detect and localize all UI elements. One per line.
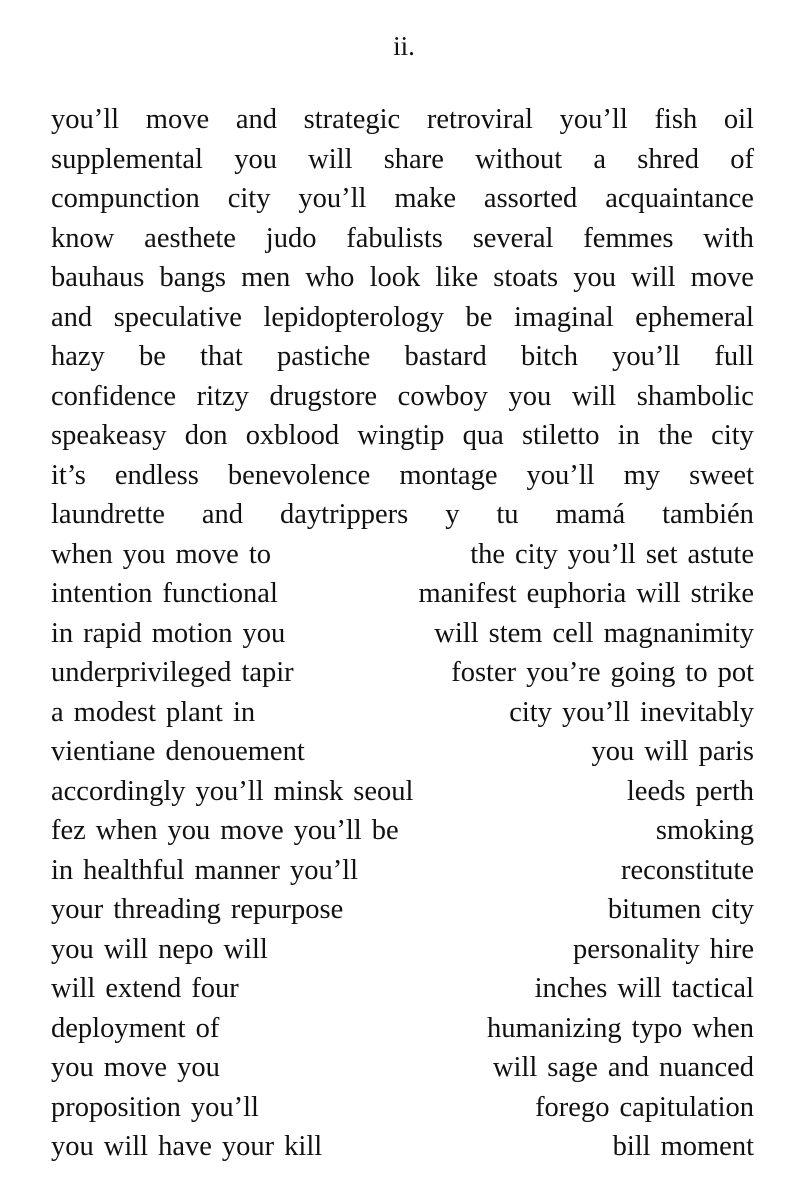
poem-line [51, 732, 754, 772]
poem-word: with [703, 222, 754, 254]
poem-word: capitulation [619, 1091, 754, 1123]
poem-word: make [394, 183, 457, 214]
poem-word: don [184, 420, 228, 451]
poem-word: extend [105, 973, 182, 1004]
poem-line [51, 614, 754, 654]
poem-word: forego [535, 1091, 610, 1123]
poem-word: you [51, 1052, 94, 1083]
poem-word: daytrippers [280, 499, 409, 530]
poem-word: wingtip [357, 420, 445, 451]
poem-word: ritzy [196, 380, 249, 412]
poem-word: smoking [655, 815, 754, 846]
poem-word: drugstore [269, 380, 378, 412]
poem-word: move [220, 815, 284, 846]
poem-word: when [95, 815, 158, 846]
poem-word: typo [631, 1012, 683, 1044]
poem-word: you [242, 617, 286, 649]
poem-word: bastard [404, 341, 487, 372]
poem-word: shambolic [636, 380, 754, 412]
poem-word: will [492, 1052, 538, 1083]
poem-line-left-group [51, 535, 271, 575]
poem-word: mamá [555, 499, 626, 530]
poem-word: compunction [51, 183, 200, 214]
poem-line-left-group [51, 930, 268, 970]
poem-word: manner [194, 854, 280, 886]
poem-word: city [509, 696, 552, 728]
poem-word: modest [73, 696, 156, 728]
poem-word: in [232, 696, 256, 728]
poem-word: the [658, 420, 693, 451]
poem-word: will [223, 933, 268, 965]
poem-word: qua [462, 420, 504, 451]
poem-word: will [617, 973, 662, 1004]
poem-word: you’ll [559, 104, 628, 135]
poem-word: move [690, 262, 754, 293]
poem-word: benevolence [227, 459, 371, 491]
poem-word: fabulists [346, 222, 443, 254]
poem-word: set [645, 538, 678, 570]
poem-word: vientiane [51, 736, 156, 767]
poem-word: paris [698, 736, 754, 767]
poem-line [51, 693, 754, 733]
poem-word: cowboy [397, 380, 488, 412]
poem-word: aesthete [144, 222, 236, 254]
poem-word: a [593, 143, 607, 175]
poem-word: you’ll [195, 775, 264, 807]
poem-word: proposition [51, 1091, 181, 1123]
poem-word: fish [654, 104, 698, 135]
poem-word: sage [547, 1052, 598, 1083]
poem-word: will [51, 973, 96, 1004]
poem-word: deployment [51, 1012, 186, 1044]
poem-word: bitch [520, 341, 578, 372]
poem-line-left-group [51, 1009, 219, 1049]
poem-word: going [610, 657, 676, 688]
poem-word: to [685, 657, 708, 688]
poem-line [51, 851, 754, 891]
poem-word: lepidopterology [263, 301, 444, 333]
poem-line-left-group [51, 574, 278, 614]
poem-word: of [195, 1012, 220, 1044]
poem-line-left-group [51, 614, 285, 654]
poem-word: intention [51, 578, 153, 609]
poem-line-left-group [51, 851, 358, 891]
poem-word: bill [612, 1131, 651, 1162]
poem-word: to [248, 538, 271, 570]
poem-line-right-group [451, 653, 754, 693]
poem-word: full [714, 341, 754, 372]
poem-word: you [573, 262, 617, 293]
poem-word: in [617, 420, 640, 451]
poem-line-left-group [51, 772, 413, 812]
poem-word: motion [151, 617, 233, 649]
poem-word: functional [162, 578, 278, 609]
poem-line [51, 1088, 754, 1128]
poem-word: magnanimity [603, 617, 754, 649]
poem-word: oil [723, 104, 754, 135]
poem-word: like [435, 262, 479, 293]
poem-word: perth [695, 775, 754, 807]
poem-word: foster [451, 657, 517, 688]
poem-line [51, 456, 754, 496]
poem-word: of [730, 143, 754, 175]
poem-word: and [607, 1052, 650, 1083]
poem-word: have [158, 1131, 212, 1162]
poem-word: will [631, 262, 676, 293]
poem-line-right-group [487, 1009, 754, 1049]
poem-word: tu [496, 499, 519, 530]
poem-word: you [167, 815, 211, 846]
poem-word: denouement [165, 736, 305, 767]
poem-line-right-group [608, 890, 754, 930]
poem-word: euphoria [526, 578, 627, 609]
poem-word: several [472, 222, 554, 254]
poem-word: you’ll [561, 696, 631, 728]
poem-word: accordingly [51, 775, 186, 807]
poem-line [51, 258, 754, 298]
poem-word: your [221, 1131, 275, 1162]
poem-word: femmes [583, 222, 674, 254]
poem-word: healthful [83, 854, 185, 886]
poem-word: bauhaus [51, 262, 145, 293]
poem-word: will [636, 578, 681, 609]
poem-word: endless [114, 459, 199, 491]
poem-line-left-group [51, 1127, 322, 1167]
poem-word: your [51, 894, 104, 925]
poem-word: y [445, 499, 460, 530]
poem-word: stem [488, 617, 543, 649]
poem-line [51, 1127, 754, 1167]
poem-word: you [508, 380, 552, 412]
poem-word: también [662, 499, 754, 530]
poem-word: you’ll [293, 815, 362, 846]
poem-word: reconstitute [621, 854, 754, 886]
poem-word: cell [552, 617, 594, 649]
poem-word: stoats [493, 262, 559, 293]
poem-word: you’ll [298, 183, 367, 214]
poem-word: repurpose [230, 894, 344, 925]
poem-word: pastiche [276, 341, 371, 372]
poem-line [51, 890, 754, 930]
poem-word: city [711, 420, 754, 451]
poem-word: will [103, 1131, 149, 1162]
poem-word: you [234, 143, 277, 175]
poem-line-left-group [51, 653, 294, 693]
poem-word: and [51, 301, 93, 333]
poem-word: kill [284, 1131, 323, 1162]
poem-word: minsk [273, 775, 344, 807]
poem-word: and [201, 499, 244, 530]
poem-word: assorted [483, 183, 578, 214]
poem-line [51, 772, 754, 812]
poem-word: strike [690, 578, 754, 609]
poem-word: and [235, 104, 277, 135]
poem-word: move [103, 1052, 168, 1083]
poem-word: tactical [671, 973, 754, 1004]
poem-word: montage [399, 459, 498, 491]
poem-word: be [138, 341, 166, 372]
poem-word: four [191, 973, 239, 1004]
poem-word: will [644, 736, 689, 767]
poem-word: stiletto [521, 420, 600, 451]
poem-body [51, 100, 754, 1167]
poem-word: seoul [353, 775, 414, 807]
poem-line [51, 1048, 754, 1088]
poem-word: you [51, 1131, 94, 1162]
poem-word: nepo [158, 933, 214, 965]
poem-line [51, 574, 754, 614]
poem-line-right-group [535, 969, 754, 1009]
poem-word: be [371, 815, 399, 846]
poem-word: retroviral [426, 104, 533, 135]
poem-line-left-group [51, 1088, 259, 1128]
poem-line [51, 100, 754, 140]
poem-word: confidence [51, 380, 177, 412]
poem-word: look [369, 262, 421, 293]
poem-line [51, 298, 754, 338]
poem-line-left-group [51, 890, 343, 930]
poem-line-right-group [470, 535, 754, 575]
poem-word: you [591, 736, 635, 767]
poem-word: city [711, 894, 754, 925]
poem-word: rapid [83, 617, 142, 649]
poem-word: you’ll [612, 341, 681, 372]
poem-word: hire [709, 933, 754, 965]
poem-word: manifest [418, 578, 517, 609]
poem-line-right-group [592, 732, 755, 772]
poem-word: you [177, 1052, 220, 1083]
poem-line-right-group [434, 614, 754, 654]
poem-word: sweet [689, 459, 754, 491]
poem-line [51, 1009, 754, 1049]
poem-word: will [103, 933, 149, 965]
poem-word: the [470, 538, 506, 570]
poem-line-left-group [51, 693, 255, 733]
poem-line-right-group [493, 1048, 754, 1088]
poem-line [51, 416, 754, 456]
poem-word: that [200, 341, 243, 372]
poem-word: laundrette [51, 499, 165, 530]
poem-word: bitumen [607, 894, 702, 925]
poem-word: know [51, 222, 115, 254]
poem-line [51, 140, 754, 180]
poem-word: acquaintance [605, 183, 754, 214]
poem-word: move [175, 538, 239, 570]
poem-word: bangs [159, 262, 227, 293]
poem-word: you’ll [190, 1091, 259, 1123]
poem-word: personality [573, 933, 700, 965]
poem-word: threading [113, 894, 221, 925]
poem-word: plant [165, 696, 223, 728]
poem-line-right-group [613, 1127, 754, 1167]
poem-line [51, 930, 754, 970]
poem-word: in [51, 854, 74, 886]
poem-line-left-group [51, 811, 399, 851]
section-number: ii. [393, 31, 415, 61]
poem-word: men [241, 262, 291, 293]
poem-word: will [571, 380, 617, 412]
poem-line [51, 969, 754, 1009]
poem-line-right-group [627, 772, 754, 812]
poem-word: shred [637, 143, 699, 175]
poem-word: tapir [241, 657, 294, 688]
poem-word: inches [534, 973, 608, 1004]
poem-word: will [434, 617, 479, 649]
poem-line-right-group [573, 930, 754, 970]
poem-word: you [51, 933, 94, 965]
poem-line [51, 811, 754, 851]
poem-word: imaginal [513, 301, 614, 333]
poem-word: share [383, 143, 444, 175]
poem-word: who [305, 262, 355, 293]
poem-word: my [623, 459, 661, 491]
poem-word: speakeasy [51, 420, 167, 451]
poem-word: oxblood [245, 420, 340, 451]
poem-word: pot [717, 657, 754, 688]
poem-word: moment [660, 1131, 754, 1162]
poem-word: strategic [303, 104, 401, 135]
poem-word: fez [51, 815, 86, 846]
poem-line [51, 219, 754, 259]
poem-word: a [51, 696, 64, 728]
poem-word: you’ll [289, 854, 359, 886]
poem-line-right-group [621, 851, 754, 891]
poem-word: underprivileged [51, 657, 232, 688]
poem-line-left-group [51, 969, 239, 1009]
poem-word: you’ll [51, 104, 120, 135]
poem-line [51, 535, 754, 575]
poem-line-right-group [418, 574, 754, 614]
poem-word: hazy [51, 341, 105, 372]
poem-word: when [692, 1012, 754, 1044]
poem-word: city [227, 183, 271, 214]
poem-line-right-group [656, 811, 754, 851]
poem-word: supplemental [51, 143, 203, 175]
poem-word: ephemeral [635, 301, 754, 333]
poem-word: leeds [626, 775, 686, 807]
poem-line [51, 179, 754, 219]
poem-word: judo [265, 222, 317, 254]
poem-word: astute [687, 538, 754, 570]
poem-word: humanizing [487, 1012, 622, 1044]
poem-line-right-group [509, 693, 754, 733]
poem-word: you [122, 538, 166, 570]
poem-line-right-group [535, 1088, 754, 1128]
poem-line [51, 495, 754, 535]
poem-word: you’ll [526, 459, 595, 491]
poem-line-left-group [51, 1048, 220, 1088]
poem-word: nuanced [659, 1052, 754, 1083]
poem-word: move [145, 104, 210, 135]
poem-word: you’re [526, 657, 601, 688]
poem-line [51, 653, 754, 693]
poem-line-left-group [51, 732, 305, 772]
poem-word: without [475, 143, 563, 175]
poem-word: speculative [113, 301, 242, 333]
poem-word: city [515, 538, 558, 570]
poem-line [51, 337, 754, 377]
poem-word: be [465, 301, 493, 333]
poem-word: when [51, 538, 113, 570]
poem-word: inevitably [640, 696, 754, 728]
poem-word: you’ll [567, 538, 636, 570]
poem-word: in [51, 617, 74, 649]
poem-word: it’s [51, 459, 86, 491]
poem-word: will [308, 143, 353, 175]
poem-line [51, 377, 754, 417]
